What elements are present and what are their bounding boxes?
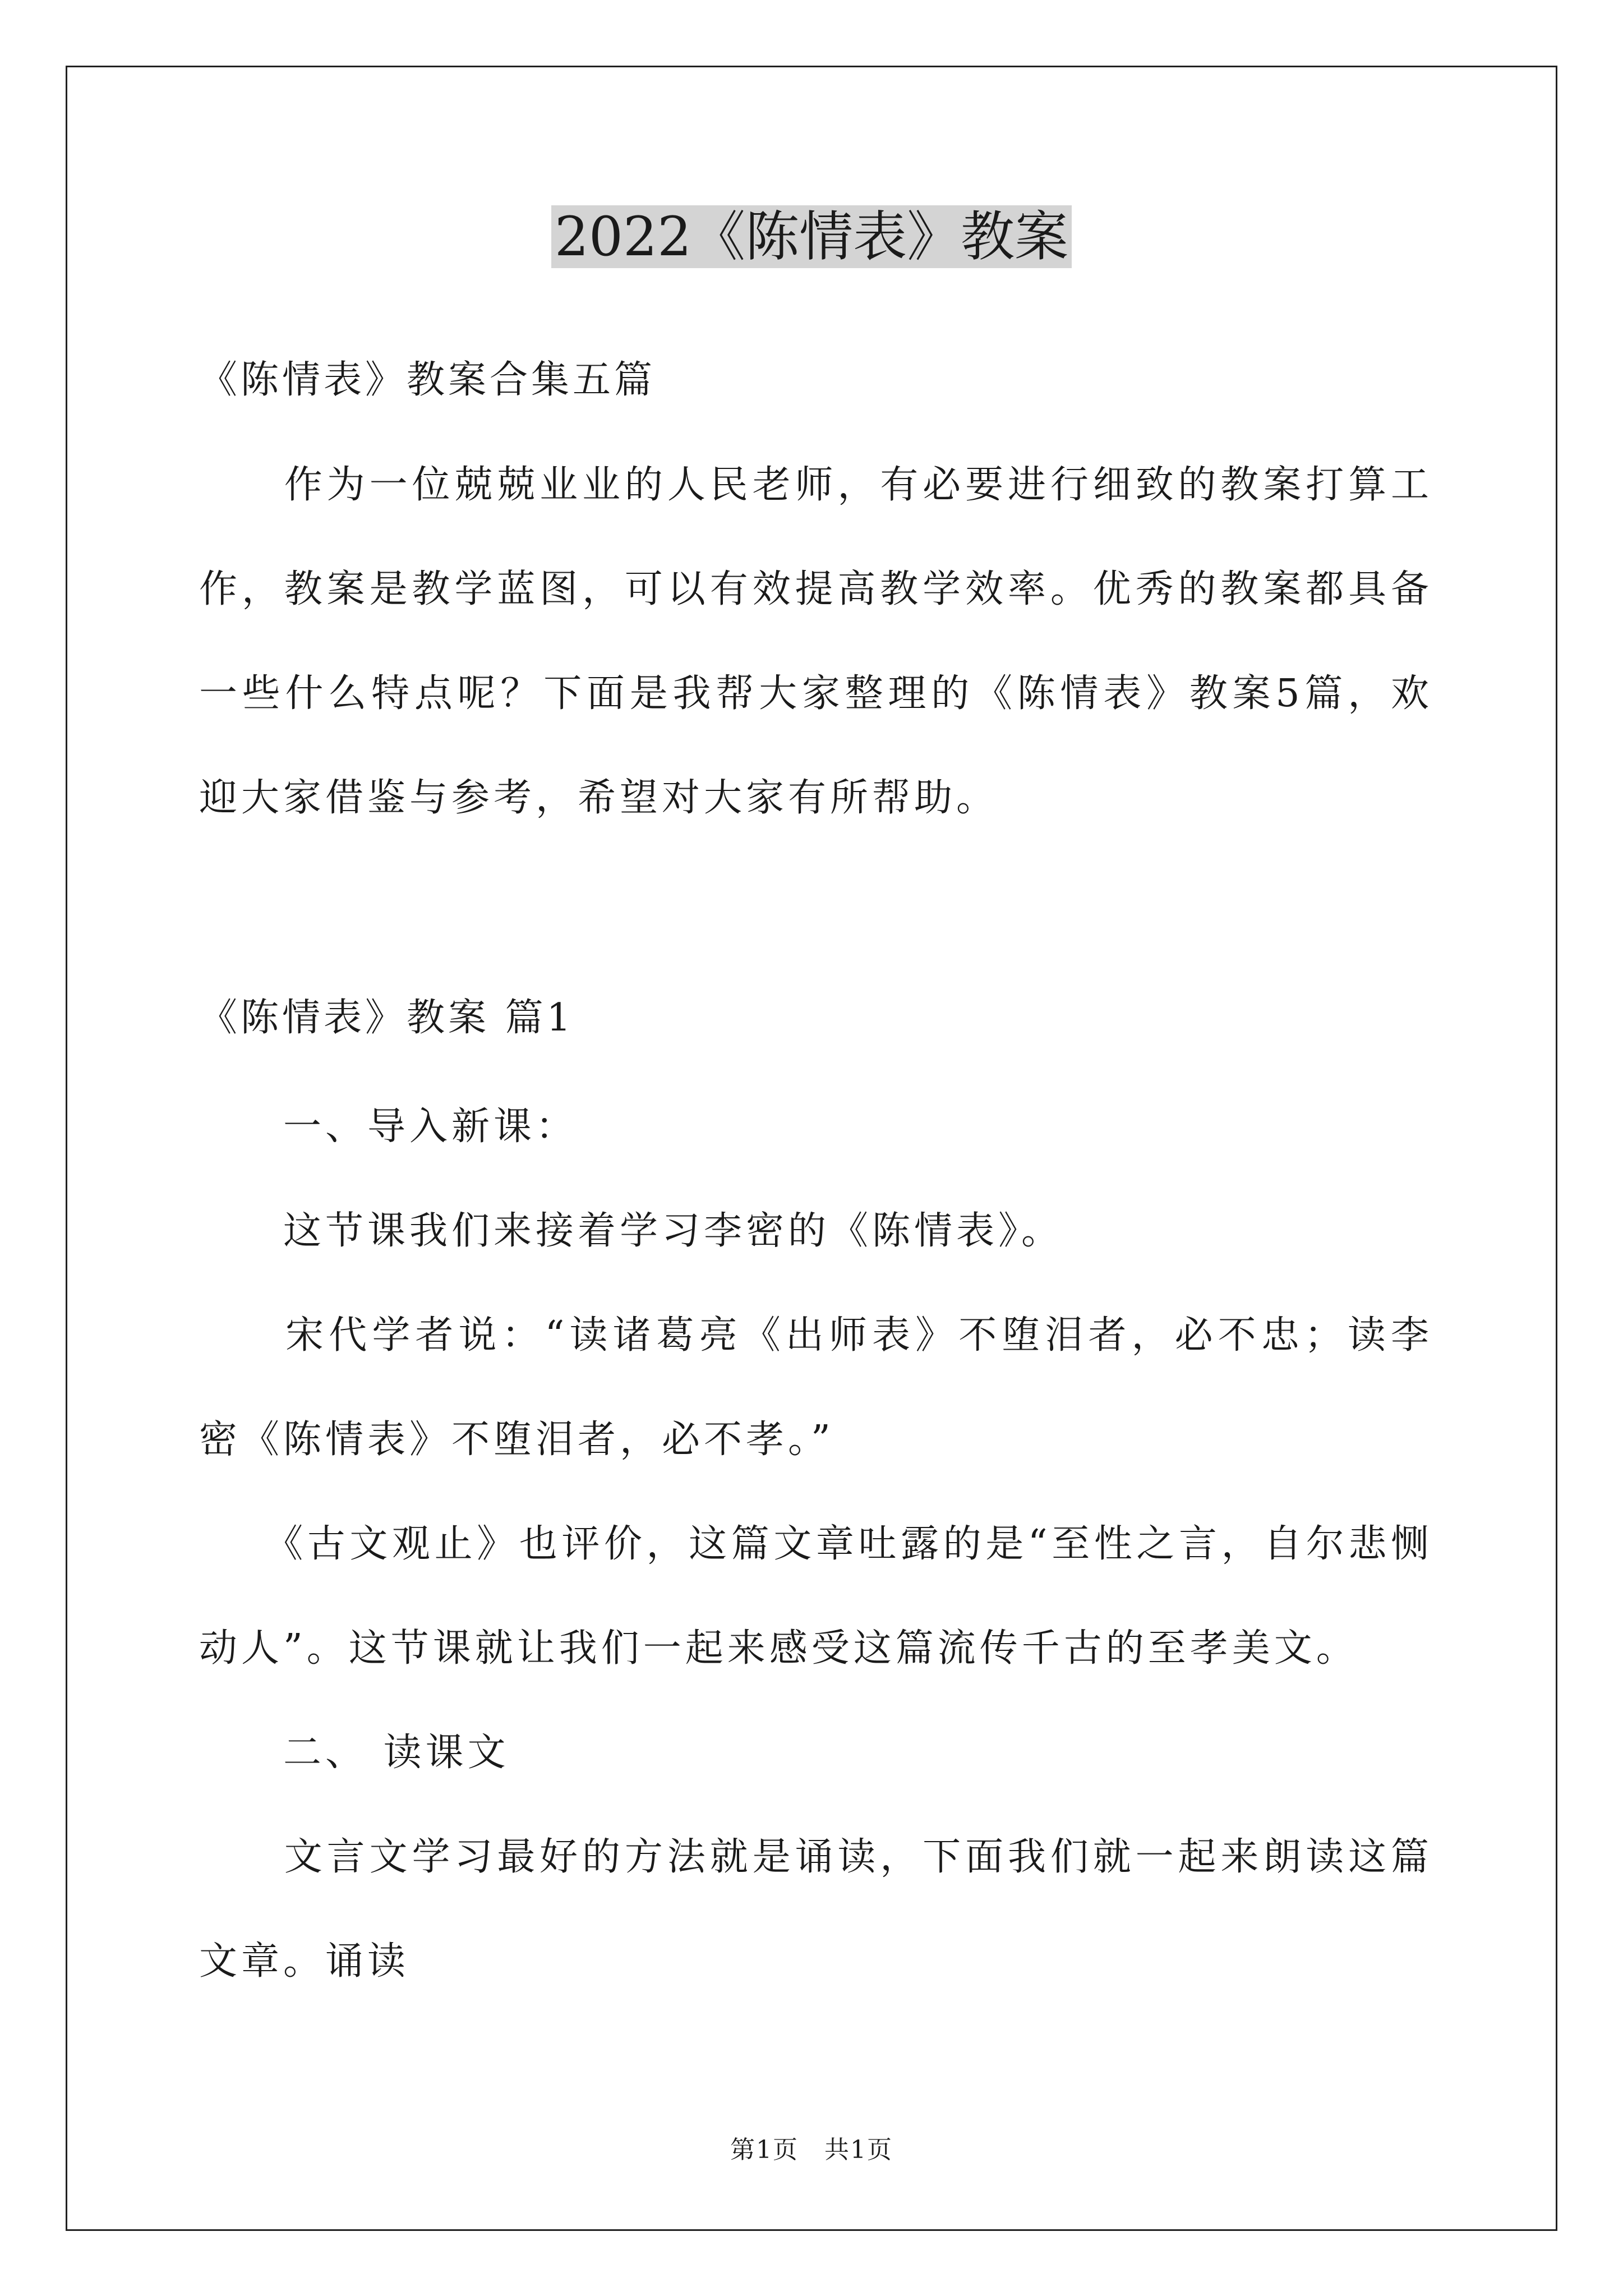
document-subtitle: 《陈情表》教案合集五篇: [199, 358, 656, 402]
document-title: [0, 197, 1623, 276]
body-paragraph-6: 文言文学习最好的方法就是诵读，下面我们就一起来朗读这篇文章。诵读: [199, 1835, 1433, 1984]
document-title-text: 2022《陈情表》教案: [551, 205, 1072, 268]
page-footer: 第1页 共1页: [730, 2136, 893, 2164]
body-paragraph-4: 《古文观止》也评价，这篇文章吐露的是“至性之言，自尔悲恻动人”。这节课就让我们一起来感受这篇流传千古的至孝美文。: [199, 1522, 1433, 1671]
intro-paragraph: 作为一位兢兢业业的人民老师，有必要进行细致的教案打算工作，教案是教学蓝图，可以有效提高教学效率。优秀的教案都具备一些什么特点呢？下面是我帮大家整理的《陈情表》教案5篇，欢迎大家借鉴与参考，希望对大家有所帮助。: [199, 463, 1433, 820]
body-paragraph-2: 这节课我们来接着学习李密的《陈情表》。: [199, 1209, 1064, 1253]
section-heading: 《陈情表》教案 篇1: [199, 996, 574, 1040]
body-paragraph-3: 宋代学者说：“读诸葛亮《出师表》不堕泪者，必不忠；读李密《陈情表》不堕泪者，必不孝。”: [199, 1313, 1433, 1462]
body-paragraph-1: 一、导入新课：: [199, 1105, 578, 1149]
body-paragraph-5: 二、 读课文: [199, 1731, 510, 1775]
